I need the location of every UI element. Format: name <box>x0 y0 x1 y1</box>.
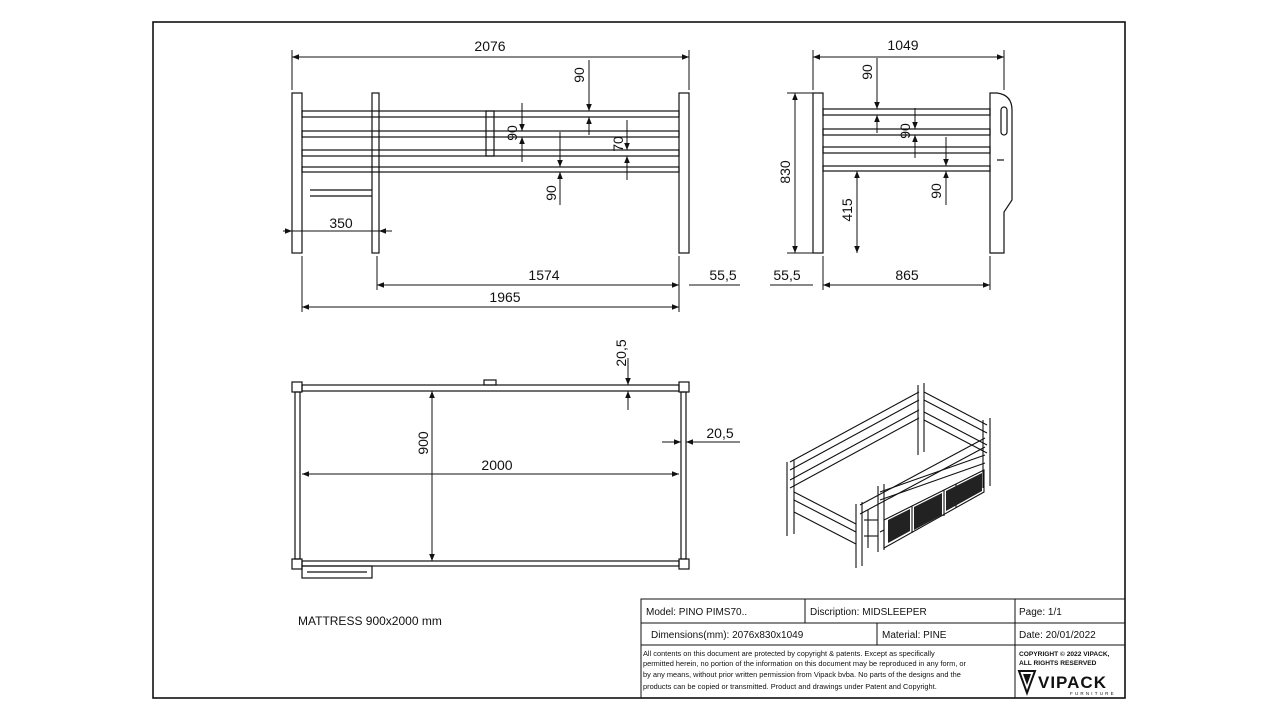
dim-front-offset-right: 55,5 <box>709 267 737 283</box>
copyright-line-2: ALL RIGHTS RESERVED <box>1019 660 1097 667</box>
title-model: Model: PINO PIMS70.. <box>646 607 748 618</box>
dim-plan-mattress-width: 900 <box>415 431 431 455</box>
legal-line-3: by any means, without prior written permission from Vipack bvba. No parts of the designs and the <box>643 670 961 679</box>
dim-plan-rail-thickness-right: 20,5 <box>706 425 734 441</box>
dim-plan-mattress-length: 2000 <box>481 457 513 473</box>
brand-subtitle: FURNITURE <box>1070 691 1116 696</box>
dim-side-rail-gap-mid: 90 <box>897 123 913 139</box>
dim-side-rail-gap-low: 90 <box>928 183 944 199</box>
side-view-dimensions <box>770 50 1004 290</box>
title-page: Page: 1/1 <box>1019 607 1062 618</box>
legal-line-2: permitted herein, no portion of the information on this document may be reproduced in any form, or <box>643 659 966 668</box>
legal-line-4: products can be copied or transmitted. Product and drawings under Patent and Copyright. <box>643 682 937 691</box>
dim-side-leg-height: 415 <box>839 198 855 222</box>
dim-plan-rail-thickness-top: 20,5 <box>613 339 629 367</box>
dim-front-opening: 1574 <box>528 267 560 283</box>
front-view-dimensions <box>283 50 740 312</box>
title-date: Date: 20/01/2022 <box>1019 630 1096 641</box>
isometric-drawer-panels <box>888 473 982 543</box>
title-material: Material: PINE <box>882 630 947 641</box>
dim-front-rail-gap-top: 90 <box>571 67 587 83</box>
dim-front-total-width: 2076 <box>474 38 506 54</box>
dim-side-total-height: 830 <box>777 160 793 184</box>
dim-front-rail-height: 70 <box>610 136 626 152</box>
plan-view-dimensions <box>302 358 740 561</box>
title-description: Discription: MIDSLEEPER <box>810 607 927 618</box>
mattress-note: MATTRESS 900x2000 mm <box>298 614 442 628</box>
copyright-line-1: COPYRIGHT © 2022 VIPACK, <box>1019 651 1110 658</box>
brand-name: VIPACK <box>1038 673 1107 692</box>
vipack-logo-icon <box>1019 671 1035 693</box>
sheet-border <box>153 22 1125 698</box>
dim-front-ladder-width: 350 <box>329 215 353 231</box>
dim-front-rail-gap-low: 90 <box>543 185 559 201</box>
legal-line-1: All contents on this document are protected by copyright & patents. Except as specifically <box>643 649 935 658</box>
dim-side-total-depth: 1049 <box>887 37 919 53</box>
title-dimensions: Dimensions(mm): 2076x830x1049 <box>651 630 804 641</box>
side-view <box>813 93 1012 253</box>
dim-side-offset-left: 55,5 <box>773 267 801 283</box>
dim-front-rail-gap-mid: 90 <box>504 125 520 141</box>
plan-view <box>292 380 689 578</box>
dim-side-rail-gap-top: 90 <box>859 64 875 80</box>
dim-side-inner-width: 865 <box>895 267 919 283</box>
dim-front-inner-length: 1965 <box>489 289 521 305</box>
